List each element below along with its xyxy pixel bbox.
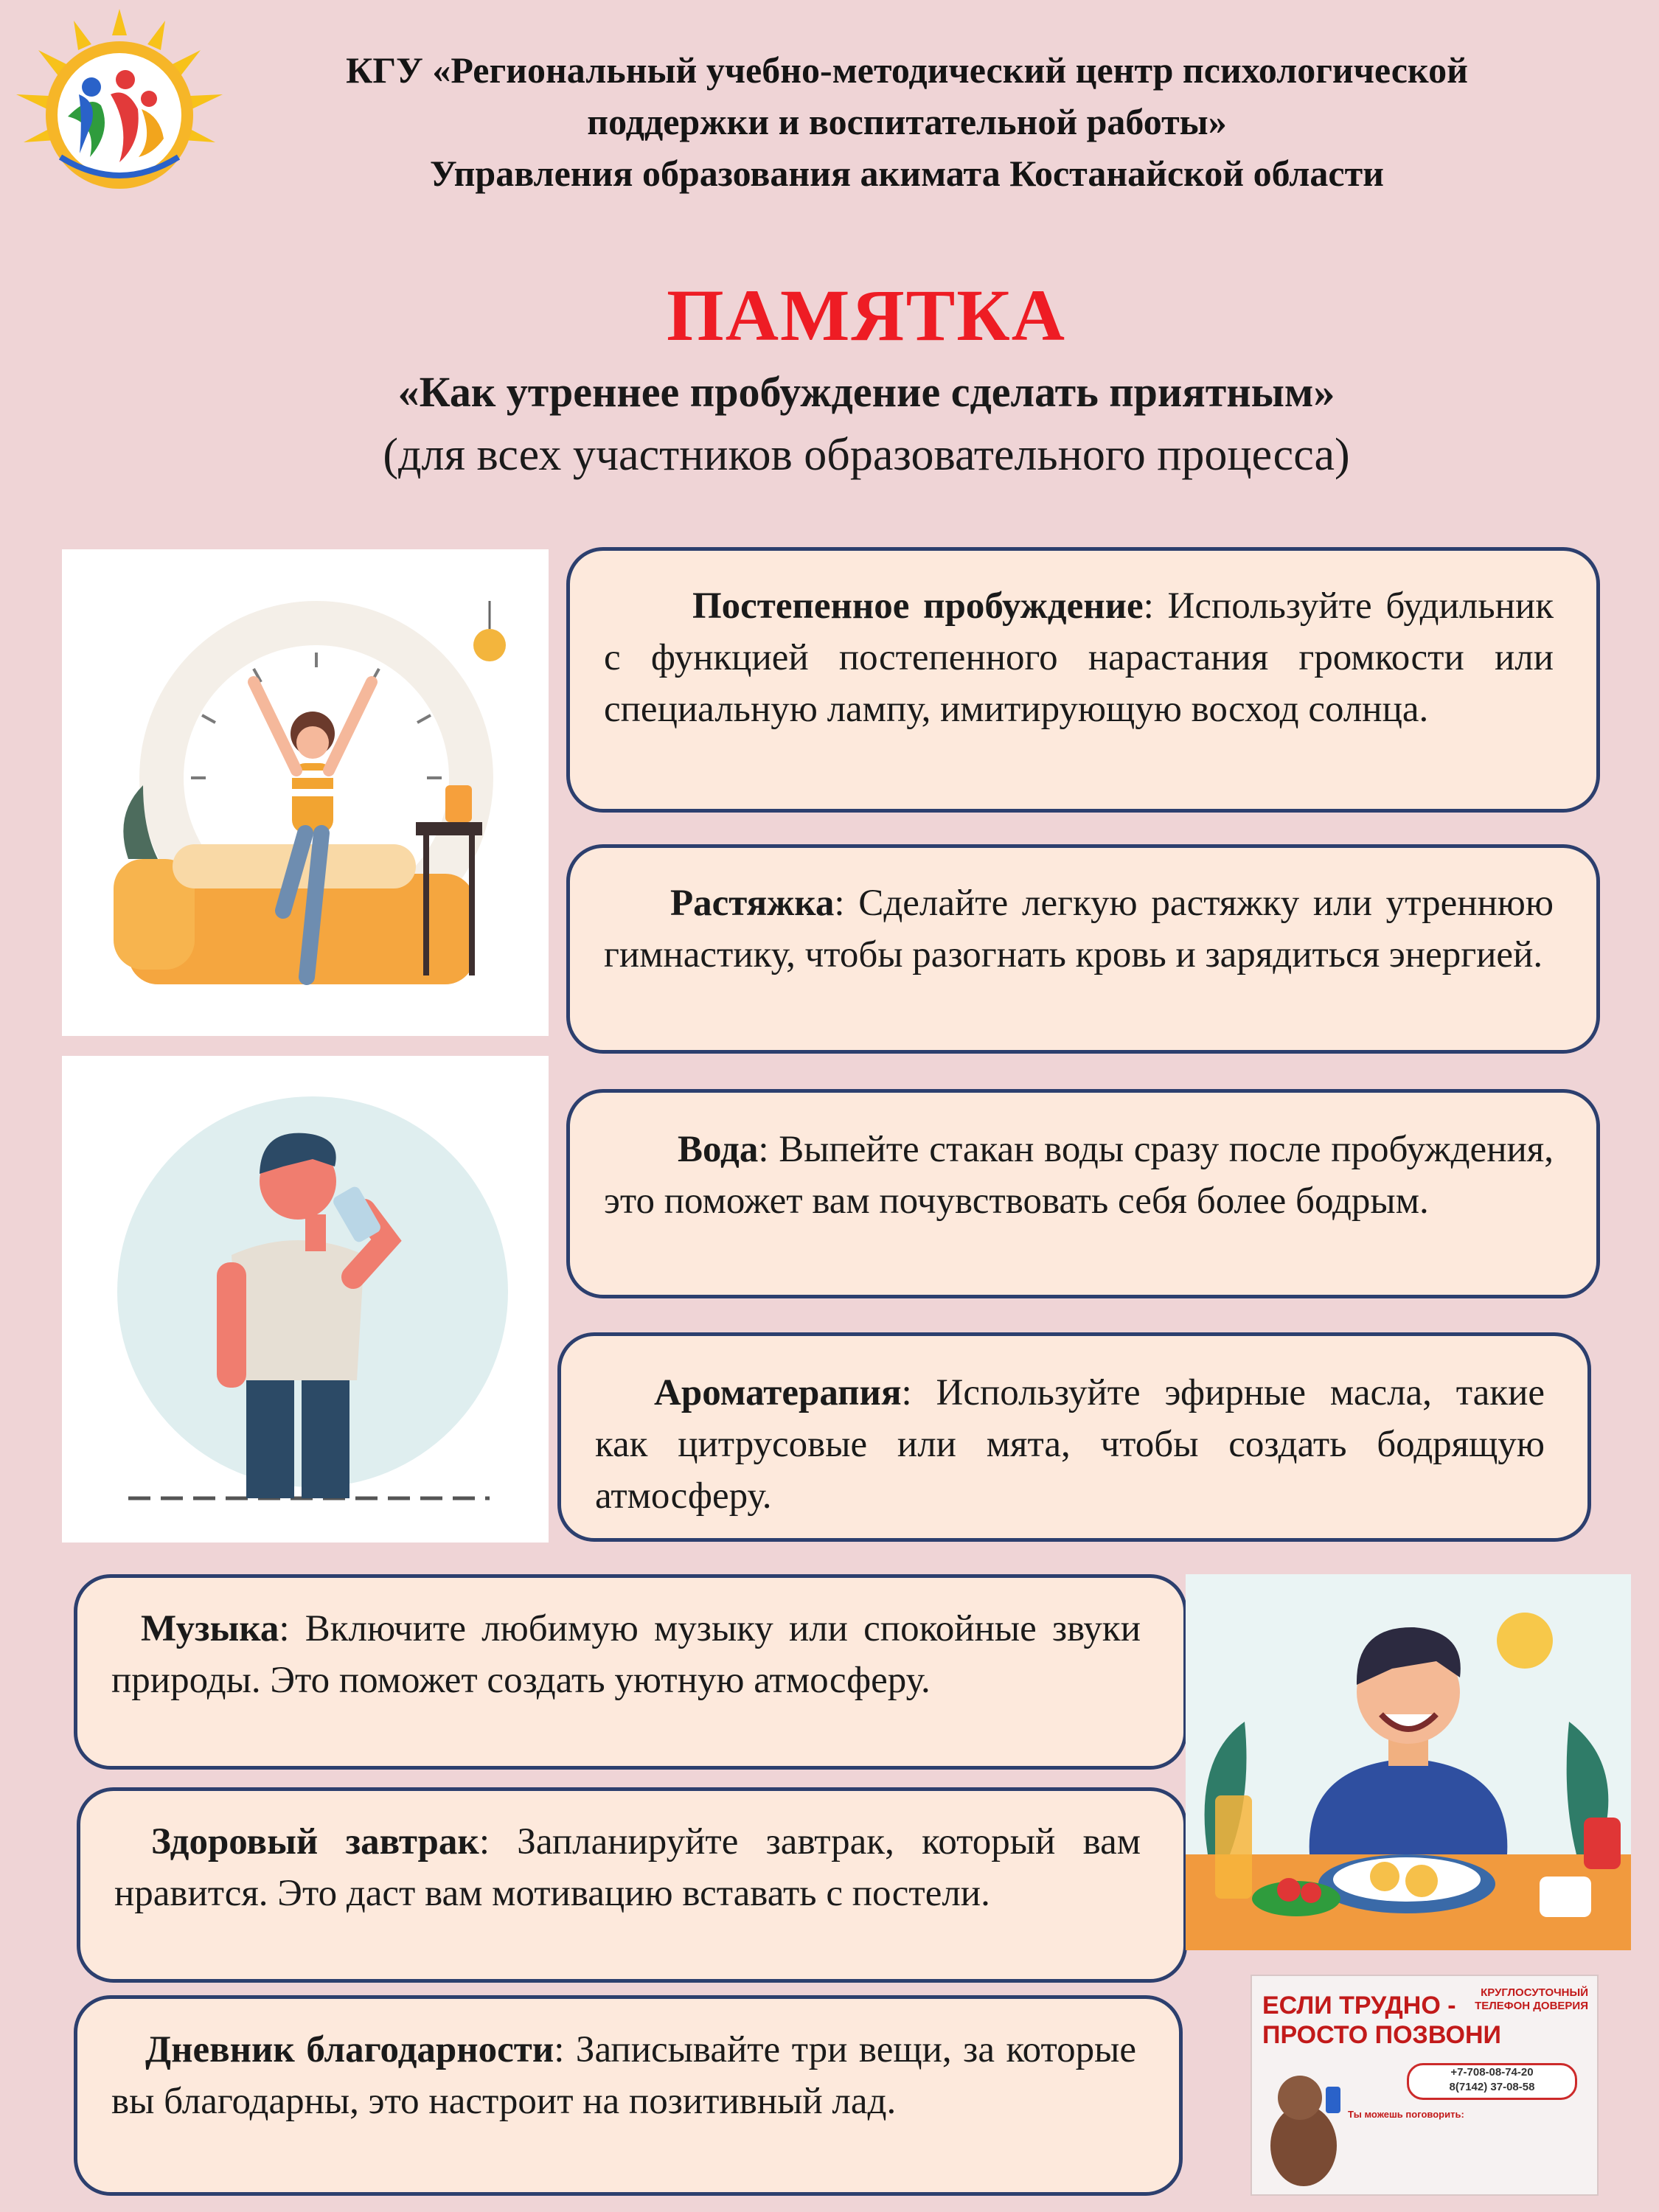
- tip-title: Вода: [678, 1129, 759, 1170]
- tip-title: Ароматерапия: [654, 1372, 902, 1413]
- tip-card-gradual-wakeup: [566, 547, 1600, 813]
- tip-text: : Выпейте стакан воды сразу после пробуждения, это поможет вам почувствовать себя более бодрым.: [604, 1129, 1554, 1222]
- breakfast-illustration: [1186, 1574, 1631, 1950]
- hotline-phones: +7-708-08-74-20 8(7142) 37-08-58: [1407, 2063, 1577, 2100]
- dog-icon: [1259, 2057, 1348, 2190]
- tip-text: : Используйте будильник с функцией постепенного нарастания громкости или специальную лампу, имитирующую восход солнца.: [604, 585, 1554, 730]
- tip-text: : Сделайте легкую растяжку или утреннюю гимнастику, чтобы разогнать кровь и зарядиться энергией.: [604, 883, 1554, 975]
- tip-title: Растяжка: [670, 883, 835, 924]
- tip-card-music: [74, 1574, 1187, 1770]
- tip-card-stretching: [566, 844, 1600, 1054]
- org-line-1: КГУ «Региональный учебно-методический центр психологической: [346, 49, 1468, 91]
- tip-title: Здоровый завтрак: [151, 1821, 479, 1863]
- tip-card-breakfast: [77, 1787, 1187, 1983]
- tip-text: : Запланируйте завтрак, который вам нравится. Это даст вам мотивацию вставать с постели.: [114, 1821, 1141, 1914]
- organization-name: [243, 44, 1571, 199]
- tip-card-water: [566, 1089, 1600, 1298]
- page-title: ПАМЯТКА: [666, 274, 1067, 356]
- hotline-label: КРУГЛОСУТОЧНЫЙ ТЕЛЕФОН ДОВЕРИЯ: [1475, 1986, 1588, 2012]
- hotline-headline: ЕСЛИ ТРУДНО - ПРОСТО ПОЗВОНИ: [1262, 1992, 1501, 2049]
- organization-logo: [9, 6, 230, 205]
- tip-card-aromatherapy: [557, 1332, 1591, 1542]
- tip-title: Музыка: [141, 1608, 279, 1649]
- audience-note: (для всех участников образовательного процесса): [383, 430, 1350, 480]
- page-subtitle: «Как утреннее пробуждение сделать приятным»: [397, 368, 1335, 416]
- wakeup-illustration: [62, 549, 549, 1036]
- tip-title: Дневник благодарности: [145, 2029, 554, 2070]
- tip-card-gratitude-journal: [74, 1995, 1183, 2196]
- hotline-poster: [1251, 1975, 1599, 2196]
- org-line-3: Управления образования акимата Костанайской области: [430, 153, 1384, 194]
- tip-title: Постепенное пробуждение: [692, 585, 1144, 627]
- org-line-2: поддержки и воспитательной работы»: [587, 101, 1227, 142]
- tip-text: : Включите любимую музыку или спокойные звуки природы. Это поможет создать уютную атмосферу.: [111, 1608, 1141, 1701]
- hotline-topics: Ты можешь поговорить:: [1348, 2109, 1464, 2120]
- drinking-water-illustration: [62, 1056, 549, 1543]
- tip-text: : Записывайте три вещи, за которые вы благодарны, это настроит на позитивный лад.: [111, 2029, 1137, 2122]
- tip-text: : Используйте эфирные масла, такие как цитрусовые или мята, чтобы создать бодрящую атмосферу.: [595, 1372, 1545, 1517]
